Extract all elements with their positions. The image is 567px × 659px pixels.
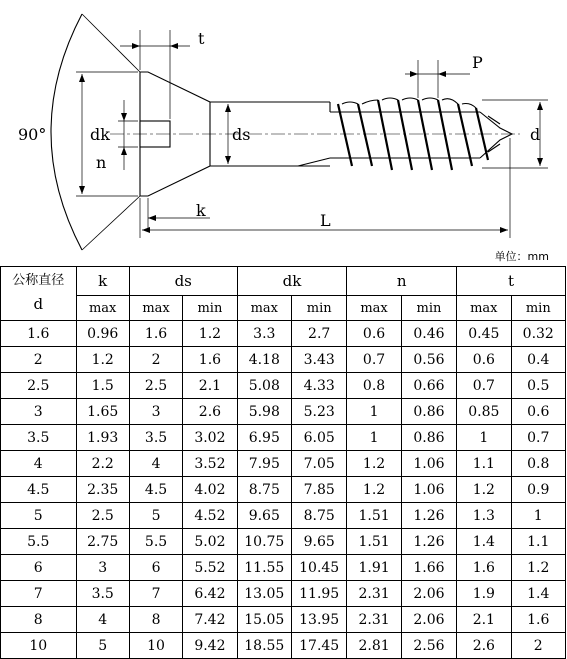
label-ds: ds bbox=[232, 125, 251, 144]
table-cell: 0.7 bbox=[457, 373, 511, 399]
group-header-n: n bbox=[347, 267, 457, 296]
table-cell: 1.2 bbox=[347, 477, 401, 503]
table-cell: 2.6 bbox=[457, 633, 511, 659]
table-cell: 7.05 bbox=[291, 451, 346, 477]
table-cell: 8 bbox=[129, 607, 182, 633]
nominal-diameter-cell: 3.5 bbox=[1, 425, 77, 451]
table-cell: 1.2 bbox=[76, 347, 129, 373]
subheader-min: min bbox=[401, 296, 456, 321]
table-cell: 1.6 bbox=[183, 347, 237, 373]
table-row bbox=[1, 347, 566, 373]
table-cell: 6.05 bbox=[291, 425, 346, 451]
table-cell: 9.42 bbox=[183, 633, 237, 659]
table-cell: 4.33 bbox=[291, 373, 346, 399]
table-cell: 8.75 bbox=[237, 477, 291, 503]
table-cell: 8.75 bbox=[291, 503, 346, 529]
table-cell: 0.96 bbox=[76, 321, 129, 347]
table-cell: 0.56 bbox=[401, 347, 456, 373]
table-cell: 1.6 bbox=[457, 555, 511, 581]
table-cell: 1.2 bbox=[457, 477, 511, 503]
table-cell: 1 bbox=[511, 503, 565, 529]
table-row bbox=[1, 555, 566, 581]
table-cell: 5.5 bbox=[129, 529, 182, 555]
table-cell: 1.06 bbox=[401, 451, 456, 477]
table-cell: 18.55 bbox=[237, 633, 291, 659]
table-cell: 11.55 bbox=[237, 555, 291, 581]
table-cell: 0.8 bbox=[511, 451, 565, 477]
table-cell: 1.5 bbox=[76, 373, 129, 399]
table-cell: 2.56 bbox=[401, 633, 456, 659]
table-cell: 7.42 bbox=[183, 607, 237, 633]
label-p: P bbox=[472, 53, 483, 72]
table-cell: 2.6 bbox=[183, 399, 237, 425]
table-cell: 13.05 bbox=[237, 581, 291, 607]
table-cell: 1.06 bbox=[401, 477, 456, 503]
nominal-diameter-cell: 10 bbox=[1, 633, 77, 659]
nominal-diameter-cell: 8 bbox=[1, 607, 77, 633]
table-cell: 2.5 bbox=[129, 373, 182, 399]
table-row bbox=[1, 451, 566, 477]
table-cell: 7 bbox=[129, 581, 182, 607]
group-header-dk: dk bbox=[237, 267, 347, 296]
subheader-min: min bbox=[291, 296, 346, 321]
nominal-diameter-cell: 7 bbox=[1, 581, 77, 607]
table-cell: 1.6 bbox=[129, 321, 182, 347]
table-cell: 10.45 bbox=[291, 555, 346, 581]
subheader-max: max bbox=[347, 296, 401, 321]
table-cell: 2 bbox=[511, 633, 565, 659]
table-cell: 1 bbox=[457, 425, 511, 451]
table-cell: 1.91 bbox=[347, 555, 401, 581]
label-l: L bbox=[320, 211, 331, 230]
nominal-diameter-cell: 6 bbox=[1, 555, 77, 581]
table-cell: 5.02 bbox=[183, 529, 237, 555]
table-cell: 2.35 bbox=[76, 477, 129, 503]
nominal-diameter-cell: 3 bbox=[1, 399, 77, 425]
table-cell: 2.06 bbox=[401, 581, 456, 607]
table-cell: 1 bbox=[347, 399, 401, 425]
subheader-max: max bbox=[457, 296, 511, 321]
table-cell: 2.31 bbox=[347, 581, 401, 607]
table-cell: 6.42 bbox=[183, 581, 237, 607]
table-row bbox=[1, 399, 566, 425]
table-cell: 0.5 bbox=[511, 373, 565, 399]
table-cell: 1.51 bbox=[347, 529, 401, 555]
nominal-header-line1: 公称直径 bbox=[12, 272, 65, 288]
table-cell: 3.5 bbox=[76, 581, 129, 607]
table-cell: 3 bbox=[129, 399, 182, 425]
countersink-angle-arc bbox=[51, 14, 82, 250]
group-header-t: t bbox=[457, 267, 566, 296]
table-cell: 2.81 bbox=[347, 633, 401, 659]
label-d: d bbox=[530, 125, 541, 144]
table-cell: 10 bbox=[129, 633, 182, 659]
table-cell: 17.45 bbox=[291, 633, 346, 659]
table-cell: 4.5 bbox=[129, 477, 182, 503]
table-cell: 11.95 bbox=[291, 581, 346, 607]
table-cell: 1.51 bbox=[347, 503, 401, 529]
nominal-diameter-cell: 2 bbox=[1, 347, 77, 373]
subheader-min: min bbox=[183, 296, 237, 321]
table-cell: 4.18 bbox=[237, 347, 291, 373]
nominal-diameter-cell: 1.6 bbox=[1, 321, 77, 347]
table-cell: 1.2 bbox=[347, 451, 401, 477]
table-cell: 3.02 bbox=[183, 425, 237, 451]
table-cell: 2.2 bbox=[76, 451, 129, 477]
table-row bbox=[1, 607, 566, 633]
nominal-diameter-cell: 5.5 bbox=[1, 529, 77, 555]
table-cell: 1.26 bbox=[401, 503, 456, 529]
table-cell: 3.43 bbox=[291, 347, 346, 373]
table-cell: 0.6 bbox=[347, 321, 401, 347]
table-cell: 7.95 bbox=[237, 451, 291, 477]
table-cell: 1.3 bbox=[457, 503, 511, 529]
dimension-table bbox=[0, 266, 566, 659]
table-cell: 0.8 bbox=[347, 373, 401, 399]
table-cell: 1.2 bbox=[511, 555, 565, 581]
table-cell: 3 bbox=[76, 555, 129, 581]
group-header-ds: ds bbox=[129, 267, 237, 296]
table-cell: 1 bbox=[347, 425, 401, 451]
table-cell: 1.4 bbox=[511, 581, 565, 607]
table-cell: 5.52 bbox=[183, 555, 237, 581]
label-t: t bbox=[198, 29, 205, 48]
table-cell: 9.65 bbox=[237, 503, 291, 529]
label-dk: dk bbox=[90, 125, 110, 144]
nominal-diameter-cell: 5 bbox=[1, 503, 77, 529]
screw-technical-drawing bbox=[0, 0, 567, 265]
table-cell: 0.7 bbox=[511, 425, 565, 451]
table-cell: 1.65 bbox=[76, 399, 129, 425]
group-header-k: k bbox=[76, 267, 129, 296]
table-cell: 0.6 bbox=[457, 347, 511, 373]
table-cell: 0.45 bbox=[457, 321, 511, 347]
nominal-diameter-header bbox=[1, 267, 77, 321]
nominal-header-line2: d bbox=[33, 294, 44, 313]
table-cell: 0.6 bbox=[511, 399, 565, 425]
table-cell: 0.7 bbox=[347, 347, 401, 373]
table-cell: 1.2 bbox=[183, 321, 237, 347]
table-cell: 1.66 bbox=[401, 555, 456, 581]
table-cell: 1.1 bbox=[511, 529, 565, 555]
table-cell: 0.66 bbox=[401, 373, 456, 399]
table-cell: 2.1 bbox=[457, 607, 511, 633]
table-cell: 2 bbox=[129, 347, 182, 373]
label-n: n bbox=[96, 153, 107, 172]
table-row bbox=[1, 529, 566, 555]
table-cell: 2.5 bbox=[76, 503, 129, 529]
table-cell: 6 bbox=[129, 555, 182, 581]
table-cell: 13.95 bbox=[291, 607, 346, 633]
table-cell: 0.4 bbox=[511, 347, 565, 373]
table-cell: 1.6 bbox=[511, 607, 565, 633]
nominal-diameter-cell: 2.5 bbox=[1, 373, 77, 399]
subheader-max: max bbox=[129, 296, 182, 321]
subheader-max: max bbox=[237, 296, 291, 321]
table-cell: 6.95 bbox=[237, 425, 291, 451]
table-row bbox=[1, 581, 566, 607]
table-cell: 3.52 bbox=[183, 451, 237, 477]
table-cell: 5.98 bbox=[237, 399, 291, 425]
table-cell: 0.85 bbox=[457, 399, 511, 425]
table-cell: 5.23 bbox=[291, 399, 346, 425]
table-cell: 2.1 bbox=[183, 373, 237, 399]
label-angle: 90° bbox=[18, 125, 47, 144]
table-cell: 5.08 bbox=[237, 373, 291, 399]
unit-label: 单位：mm bbox=[494, 250, 549, 263]
table-cell: 1.4 bbox=[457, 529, 511, 555]
table-cell: 0.86 bbox=[401, 425, 456, 451]
table-row bbox=[1, 503, 566, 529]
table-row bbox=[1, 425, 566, 451]
table-cell: 10.75 bbox=[237, 529, 291, 555]
subheader-min: min bbox=[511, 296, 565, 321]
table-cell: 1.9 bbox=[457, 581, 511, 607]
table-cell: 1.93 bbox=[76, 425, 129, 451]
table-body bbox=[1, 321, 566, 659]
table-cell: 9.65 bbox=[291, 529, 346, 555]
table-cell: 3.5 bbox=[129, 425, 182, 451]
table-row bbox=[1, 373, 566, 399]
table-row bbox=[1, 633, 566, 659]
table-cell: 7.85 bbox=[291, 477, 346, 503]
table-cell: 2.75 bbox=[76, 529, 129, 555]
table-cell: 2.06 bbox=[401, 607, 456, 633]
table-cell: 0.32 bbox=[511, 321, 565, 347]
table-row bbox=[1, 321, 566, 347]
table-cell: 3.3 bbox=[237, 321, 291, 347]
table-row bbox=[1, 477, 566, 503]
table-cell: 4.52 bbox=[183, 503, 237, 529]
nominal-diameter-cell: 4 bbox=[1, 451, 77, 477]
table-cell: 2.31 bbox=[347, 607, 401, 633]
table-cell: 1.26 bbox=[401, 529, 456, 555]
nominal-diameter-cell: 4.5 bbox=[1, 477, 77, 503]
table-cell: 4 bbox=[76, 607, 129, 633]
table-cell: 1.1 bbox=[457, 451, 511, 477]
table-cell: 5 bbox=[129, 503, 182, 529]
subheader-max: max bbox=[76, 296, 129, 321]
label-k: k bbox=[196, 201, 206, 220]
table-cell: 5 bbox=[76, 633, 129, 659]
table-cell: 4.02 bbox=[183, 477, 237, 503]
table-cell: 2.7 bbox=[291, 321, 346, 347]
table-cell: 0.86 bbox=[401, 399, 456, 425]
table-cell: 15.05 bbox=[237, 607, 291, 633]
table-cell: 0.46 bbox=[401, 321, 456, 347]
table-cell: 0.9 bbox=[511, 477, 565, 503]
table-cell: 4 bbox=[129, 451, 182, 477]
